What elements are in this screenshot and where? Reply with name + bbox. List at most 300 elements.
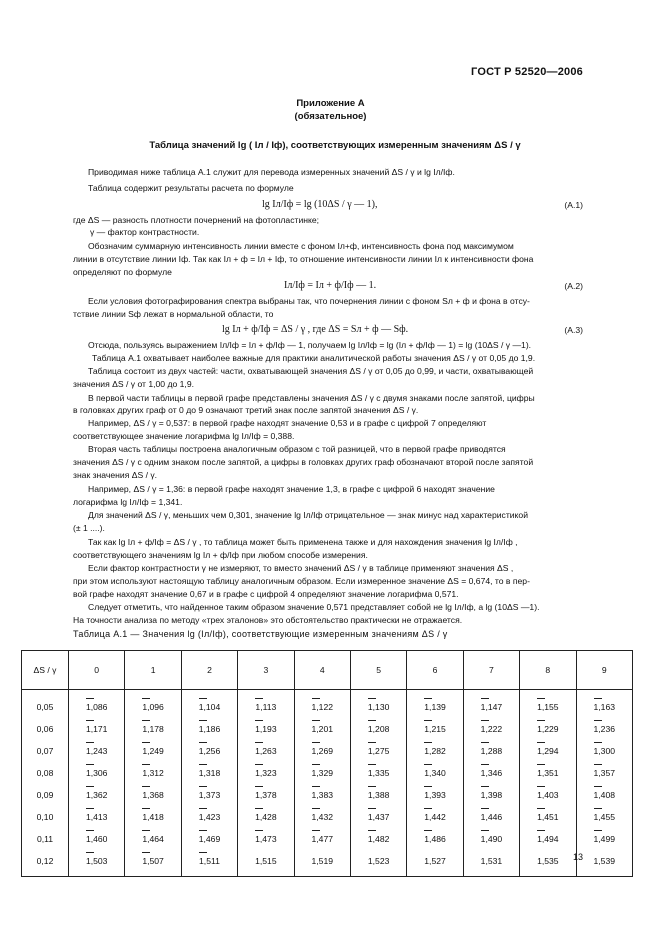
log-value: [537, 768, 559, 778]
table-cell: [576, 740, 632, 762]
log-value: [594, 790, 616, 800]
table-cell: [181, 718, 237, 740]
table-cell: [463, 806, 519, 828]
table-cell: [350, 718, 406, 740]
log-value: [86, 790, 108, 800]
negative-characteristic-bar: [368, 698, 376, 699]
logarithm-table: [21, 650, 633, 877]
log-value: [368, 790, 390, 800]
table-cell: [181, 850, 237, 877]
log-value-text: 1,527: [424, 856, 446, 866]
log-value: [255, 812, 277, 822]
negative-characteristic-bar: [86, 764, 94, 765]
table-cell: [294, 828, 350, 850]
log-value-text: 1,515: [255, 856, 277, 866]
log-value: [142, 834, 164, 844]
paragraph-line: где ΔS — разность плотности почернений на фотопластинке;: [73, 215, 320, 225]
table-cell: [463, 690, 519, 719]
negative-characteristic-bar: [424, 720, 432, 721]
negative-characteristic-bar: [481, 830, 489, 831]
log-value-text: 1,086: [85, 702, 108, 712]
negative-characteristic-bar: [594, 698, 602, 699]
table-cell: [350, 690, 406, 719]
log-value-text: 1,346: [480, 768, 503, 778]
table-cell: [69, 850, 125, 877]
paragraph-line: соответствующего значениям lg Iл + ф/Iф при любом способе измерения.: [73, 550, 368, 560]
negative-characteristic-bar: [199, 764, 207, 765]
log-value-text: 1,329: [311, 768, 334, 778]
column-header: ΔS / γ: [22, 651, 69, 690]
paragraph-line: Если условия фотографирования спектра выбраны так, что почернения линии с фоном Sл + ф и фона в отсу-: [88, 296, 530, 306]
log-value: [255, 768, 277, 778]
negative-characteristic-bar: [368, 830, 376, 831]
paragraph-line: Например, ΔS / γ = 0,537: в первой графе находят значение 0,53 и в графе с цифрой 7 определяют: [88, 418, 487, 428]
table-cell: [520, 740, 576, 762]
negative-characteristic-bar: [312, 830, 320, 831]
log-value-text: 1,340: [424, 768, 446, 778]
negative-characteristic-bar: [424, 786, 432, 787]
log-value: [86, 812, 108, 822]
log-value-text: 1,464: [142, 834, 164, 844]
section-title: Таблица значений lg ( Iл / Iф), соответствующих измеренным значениям ΔS / γ: [149, 140, 521, 151]
table-cell: [576, 690, 632, 719]
log-value-text: 1,208: [367, 724, 390, 734]
negative-characteristic-bar: [594, 786, 602, 787]
column-header: 3: [238, 651, 294, 690]
formula-a2: Iл/Iф = Iл + ф/Iф — 1.: [284, 280, 377, 291]
table-cell: [520, 784, 576, 806]
log-value-text: 1,408: [593, 790, 616, 800]
column-header: 8: [520, 651, 576, 690]
log-value: [481, 702, 503, 712]
log-value: [424, 702, 446, 712]
log-value-text: 1,373: [198, 790, 221, 800]
negative-characteristic-bar: [537, 830, 545, 831]
log-value: [424, 812, 446, 822]
table-cell: [69, 806, 125, 828]
log-value-text: 1,437: [367, 812, 390, 822]
negative-characteristic-bar: [255, 808, 263, 809]
table-cell: [463, 762, 519, 784]
log-value-text: 1,236: [593, 724, 616, 734]
log-value-text: 1,243: [85, 746, 108, 756]
negative-characteristic-bar: [537, 764, 545, 765]
table-cell: [125, 690, 181, 719]
table-cell: [181, 762, 237, 784]
log-value: [368, 746, 390, 756]
table-cell: [463, 850, 519, 877]
paragraph-line: Например, ΔS / γ = 1,36: в первой графе находят значение 1,3, в графе с цифрой 6 находят значение: [88, 484, 495, 494]
negative-characteristic-bar: [537, 698, 545, 699]
log-value: [199, 834, 221, 844]
log-value: [255, 790, 277, 800]
formula-a3-number: (А.3): [564, 325, 583, 335]
log-value-text: 1,306: [85, 768, 108, 778]
table-body: [22, 690, 633, 877]
log-value-text: 1,494: [537, 834, 559, 844]
log-value: [142, 724, 164, 734]
log-value-text: 1,519: [311, 856, 334, 866]
row-key-cell: 0,10: [22, 806, 69, 828]
log-value: [537, 746, 559, 756]
log-value: [424, 724, 446, 734]
appendix-heading: [0, 97, 661, 123]
log-value-text: 1,122: [311, 702, 334, 712]
table-row: [22, 850, 633, 877]
paragraph-line: определяют по формуле: [73, 267, 172, 277]
log-value: [424, 768, 446, 778]
paragraph-line: Приводимая ниже таблица А.1 служит для перевода измеренных значений ΔS / γ и lg Iл/Iф.: [88, 167, 455, 177]
log-value-text: 1,186: [198, 724, 221, 734]
log-value: [86, 856, 108, 866]
negative-characteristic-bar: [199, 808, 207, 809]
log-value: [368, 724, 390, 734]
log-value-text: 1,523: [367, 856, 390, 866]
negative-characteristic-bar: [481, 720, 489, 721]
log-value-text: 1,482: [367, 834, 390, 844]
paragraph-line: В первой части таблицы в первой графе представлены значения ΔS / γ с двумя знаками после запятой, цифры: [88, 393, 535, 403]
table-cell: [238, 850, 294, 877]
log-value: [255, 702, 276, 712]
paragraph-line: вой графе находят значение 0,67 и в графе с цифрой 4 определяют значение логарифма 0,571.: [73, 589, 459, 599]
table-cell: [181, 806, 237, 828]
log-value: [199, 768, 221, 778]
table-cell: [238, 828, 294, 850]
log-value-text: 1,282: [424, 746, 446, 756]
log-value-text: 1,473: [255, 834, 277, 844]
column-header: 0: [69, 651, 125, 690]
table-cell: [238, 784, 294, 806]
paragraph-line: Если фактор контрастности γ не измеряют, то вместо значений ΔS / γ в таблице применяют значения ΔS ,: [88, 563, 514, 573]
log-value: [537, 834, 559, 844]
log-value: [368, 834, 390, 844]
log-value: [312, 724, 334, 734]
table-cell: [463, 828, 519, 850]
table-cell: [69, 762, 125, 784]
table-cell: [69, 828, 125, 850]
table-cell: [294, 690, 350, 719]
negative-characteristic-bar: [86, 852, 94, 853]
table-cell: [576, 850, 632, 877]
table-cell: [125, 718, 181, 740]
log-value: [537, 724, 559, 734]
log-value: [594, 768, 616, 778]
log-value: [142, 790, 164, 800]
negative-characteristic-bar: [199, 720, 207, 721]
appendix-subtitle: (обязательное): [294, 111, 367, 122]
paragraph-line: На точности анализа по методу «трех эталонов» это обстоятельство практически не отражается.: [73, 615, 463, 625]
log-value-text: 1,263: [255, 746, 277, 756]
log-value: [424, 834, 446, 844]
table-cell: [463, 718, 519, 740]
table-cell: [576, 828, 632, 850]
negative-characteristic-bar: [86, 830, 94, 831]
negative-characteristic-bar: [142, 852, 150, 853]
log-value-text: 1,249: [142, 746, 164, 756]
negative-characteristic-bar: [255, 764, 263, 765]
log-value: [368, 856, 390, 866]
negative-characteristic-bar: [142, 786, 150, 787]
log-value-text: 1,275: [367, 746, 390, 756]
negative-characteristic-bar: [142, 720, 150, 721]
log-value: [199, 724, 221, 734]
log-value-text: 1,469: [198, 834, 221, 844]
log-value-text: 1,201: [311, 724, 334, 734]
log-value-text: 1,368: [142, 790, 164, 800]
log-value: [424, 746, 446, 756]
log-value: [312, 790, 334, 800]
log-value-text: 1,503: [85, 856, 108, 866]
log-value-text: 1,432: [311, 812, 334, 822]
table-cell: [350, 828, 406, 850]
formula-a1: lg Iл/Iф = lg (10ΔS / γ — 1),: [262, 199, 378, 210]
negative-characteristic-bar: [481, 698, 489, 699]
table-cell: [350, 806, 406, 828]
log-value-text: 1,171: [85, 724, 108, 734]
table-cell: [407, 718, 463, 740]
log-value-text: 1,178: [142, 724, 164, 734]
page-number: 13: [572, 852, 583, 862]
negative-characteristic-bar: [312, 808, 320, 809]
paragraph-line: Вторая часть таблицы построена аналогичным образом с той разницей, что в первой графе приводятся: [88, 444, 506, 454]
log-value: [424, 856, 446, 866]
log-value: [199, 856, 220, 866]
table-cell: [69, 740, 125, 762]
table-cell: [520, 690, 576, 719]
log-value-text: 1,193: [255, 724, 277, 734]
negative-characteristic-bar: [86, 808, 94, 809]
table-cell: [69, 718, 125, 740]
log-value-text: 1,222: [480, 724, 503, 734]
negative-characteristic-bar: [199, 852, 207, 853]
negative-characteristic-bar: [424, 698, 432, 699]
table-cell: [125, 850, 181, 877]
paragraph-line: γ — фактор контрастности.: [90, 227, 200, 237]
log-value-text: 1,539: [593, 856, 616, 866]
log-value: [255, 746, 277, 756]
log-value: [255, 724, 277, 734]
row-key-cell: 0,12: [22, 850, 69, 877]
log-value: [199, 746, 221, 756]
table-cell: [520, 718, 576, 740]
row-key-cell: 0,07: [22, 740, 69, 762]
negative-characteristic-bar: [481, 742, 489, 743]
log-value-text: 1,113: [255, 702, 277, 712]
negative-characteristic-bar: [199, 786, 207, 787]
table-cell: [463, 740, 519, 762]
log-value: [481, 768, 503, 778]
negative-characteristic-bar: [594, 830, 602, 831]
negative-characteristic-bar: [142, 742, 150, 743]
negative-characteristic-bar: [594, 764, 602, 765]
table-cell: [238, 762, 294, 784]
table-cell: [125, 784, 181, 806]
negative-characteristic-bar: [142, 698, 150, 699]
log-value: [86, 834, 108, 844]
paragraph-line: логарифма lg Iл/Iф = 1,341.: [73, 497, 183, 507]
log-value-text: 1,418: [142, 812, 164, 822]
log-value: [199, 812, 221, 822]
log-value: [594, 834, 616, 844]
table-row: [22, 828, 633, 850]
paragraph-line: Так как lg Iл + ф/Iф = ΔS / γ , то таблица может быть применена также и для нахождения значения lg Iл/Iф ,: [88, 537, 518, 547]
table-cell: [520, 828, 576, 850]
paragraph-line: значения ΔS / γ с одним знаком после запятой, а цифры в головках других граф обозначают второй после запятой: [73, 457, 534, 467]
table-cell: [576, 784, 632, 806]
log-value: [481, 724, 503, 734]
negative-characteristic-bar: [142, 830, 150, 831]
log-value: [142, 702, 164, 712]
table-row: [22, 762, 633, 784]
table-cell: [407, 806, 463, 828]
table-cell: [407, 740, 463, 762]
negative-characteristic-bar: [86, 698, 94, 699]
table-cell: [576, 762, 632, 784]
log-value-text: 1,294: [537, 746, 559, 756]
formula-a1-number: (А.1): [564, 200, 583, 210]
log-value-text: 1,428: [255, 812, 277, 822]
negative-characteristic-bar: [594, 720, 602, 721]
log-value-text: 1,383: [311, 790, 334, 800]
negative-characteristic-bar: [594, 808, 602, 809]
table-cell: [576, 718, 632, 740]
log-value-text: 1,318: [198, 768, 221, 778]
negative-characteristic-bar: [424, 830, 432, 831]
log-value-text: 1,446: [480, 812, 503, 822]
log-value: [199, 790, 221, 800]
paragraph-line: тствие линии Sф лежат в нормальной области, то: [73, 309, 274, 319]
table-cell: [350, 784, 406, 806]
column-header: 7: [463, 651, 519, 690]
table-cell: [181, 828, 237, 850]
table-cell: [294, 740, 350, 762]
paragraph-line: в головках других граф от 0 до 9 означают третий знак после запятой значения ΔS / γ.: [73, 405, 419, 415]
table-cell: [350, 740, 406, 762]
table-cell: [238, 806, 294, 828]
table-cell: [125, 740, 181, 762]
log-value: [86, 702, 108, 712]
paragraph-line: знак значения ΔS / γ.: [73, 470, 158, 480]
table-cell: [294, 718, 350, 740]
log-value-text: 1,403: [537, 790, 559, 800]
log-value-text: 1,269: [311, 746, 334, 756]
log-value: [481, 834, 503, 844]
log-value-text: 1,393: [424, 790, 446, 800]
negative-characteristic-bar: [424, 764, 432, 765]
log-value: [142, 812, 164, 822]
negative-characteristic-bar: [142, 808, 150, 809]
log-value: [537, 856, 559, 866]
log-value-text: 1,442: [424, 812, 446, 822]
log-value-text: 1,147: [480, 702, 503, 712]
paragraph-line: Для значений ΔS / γ, меньших чем 0,301, значение lg Iл/Iф отрицательное — знак минус над характеристикой: [88, 510, 528, 520]
log-value: [312, 702, 334, 712]
negative-characteristic-bar: [481, 764, 489, 765]
table-cell: [407, 850, 463, 877]
log-value: [312, 768, 334, 778]
log-value: [142, 768, 164, 778]
log-value-text: 1,490: [480, 834, 503, 844]
row-key-cell: 0,08: [22, 762, 69, 784]
paragraph-line: Отсюда, пользуясь выражением Iл/Iф = Iл + ф/Iф — 1, получаем lg Iл/Iф = lg (Iл + ф/Iф — 1) = lg (10ΔS / γ —1).: [88, 340, 532, 350]
negative-characteristic-bar: [255, 698, 263, 699]
log-value-text: 1,507: [142, 856, 164, 866]
table-cell: [520, 850, 576, 877]
log-value: [537, 702, 559, 712]
log-value-text: 1,460: [85, 834, 108, 844]
log-value-text: 1,163: [593, 702, 616, 712]
log-value-text: 1,398: [480, 790, 503, 800]
negative-characteristic-bar: [481, 808, 489, 809]
table-cell: [294, 850, 350, 877]
paragraph-line: (± 1 ....).: [73, 523, 105, 533]
standard-number: ГОСТ Р 52520—2006: [471, 66, 583, 78]
column-header: 4: [294, 651, 350, 690]
paragraph-line: Обозначим суммарную интенсивность линии вместе с фоном Iл+ф, интенсивность фона под максимумом: [88, 241, 514, 251]
negative-characteristic-bar: [368, 742, 376, 743]
column-header: 2: [181, 651, 237, 690]
log-value-text: 1,477: [311, 834, 334, 844]
negative-characteristic-bar: [255, 786, 263, 787]
log-value-text: 1,511: [199, 856, 220, 866]
negative-characteristic-bar: [537, 808, 545, 809]
table-cell: [125, 762, 181, 784]
negative-characteristic-bar: [142, 764, 150, 765]
log-value: [312, 812, 334, 822]
log-value-text: 1,451: [537, 812, 559, 822]
negative-characteristic-bar: [199, 742, 207, 743]
column-header: 5: [350, 651, 406, 690]
table-cell: [407, 828, 463, 850]
log-value: [368, 702, 390, 712]
negative-characteristic-bar: [255, 720, 263, 721]
table-caption: Таблица А.1 — Значения lg (Iл/Iф), соответствующие измеренным значениям ΔS / γ: [73, 629, 448, 639]
column-header: 1: [125, 651, 181, 690]
log-value-text: 1,229: [537, 724, 559, 734]
paragraph-line: значения ΔS / γ от 1,00 до 1,9.: [73, 379, 194, 389]
log-value: [312, 856, 334, 866]
log-value: [594, 812, 616, 822]
negative-characteristic-bar: [537, 720, 545, 721]
table-cell: [69, 784, 125, 806]
negative-characteristic-bar: [86, 720, 94, 721]
log-value: [86, 746, 108, 756]
table-cell: [238, 690, 294, 719]
table-cell: [238, 740, 294, 762]
log-value-text: 1,351: [537, 768, 559, 778]
log-value: [368, 812, 390, 822]
table-cell: [125, 828, 181, 850]
log-value: [255, 834, 277, 844]
log-value: [424, 790, 446, 800]
table-cell: [294, 762, 350, 784]
formula-a3: lg Iл + ф/Iф = ΔS / γ , где ΔS = Sл + ф — Sф.: [222, 324, 409, 335]
negative-characteristic-bar: [368, 720, 376, 721]
log-value-text: 1,312: [142, 768, 164, 778]
table-row: [22, 718, 633, 740]
paragraph-line: Таблица состоит из двух частей: части, охватывающей значения ΔS / γ от 0,05 до 0,99, и части, охватывающей: [88, 366, 534, 376]
log-value: [86, 724, 108, 734]
log-value-text: 1,096: [142, 702, 164, 712]
table-cell: [125, 806, 181, 828]
negative-characteristic-bar: [86, 786, 94, 787]
negative-characteristic-bar: [594, 742, 602, 743]
negative-characteristic-bar: [537, 742, 545, 743]
log-value: [594, 856, 616, 866]
table-row: [22, 690, 633, 719]
log-value-text: 1,288: [480, 746, 503, 756]
table-header-row: [22, 651, 633, 690]
